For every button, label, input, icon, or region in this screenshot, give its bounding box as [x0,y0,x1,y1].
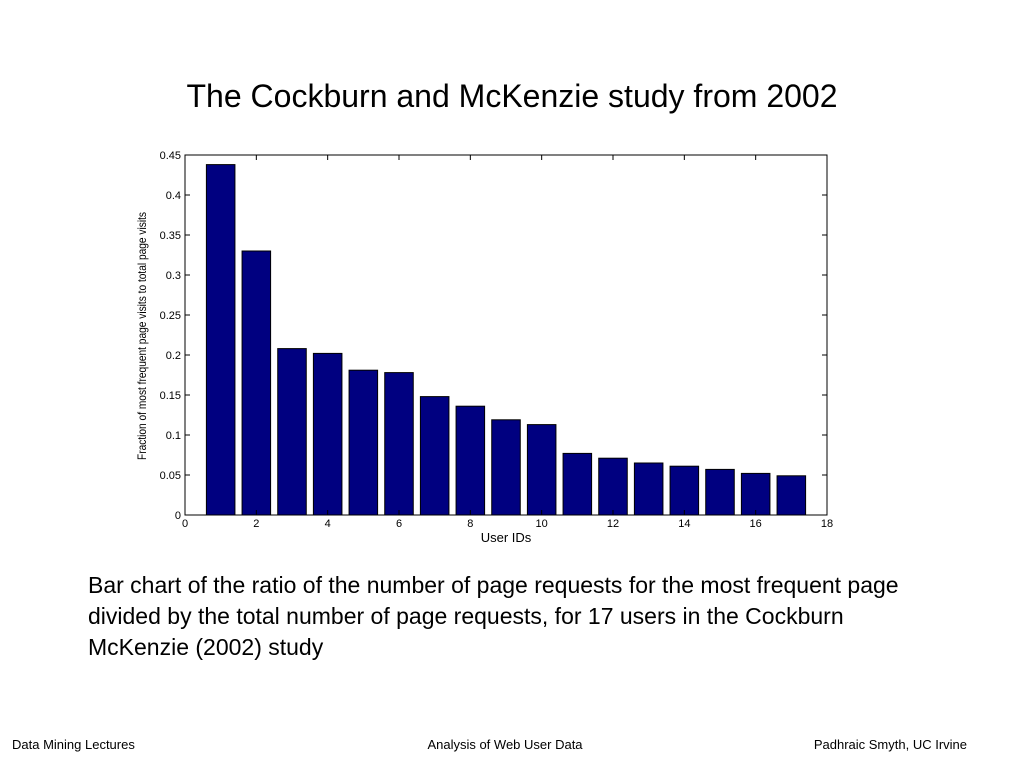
bar-user-13 [634,463,663,515]
bar-user-11 [563,453,592,515]
x-tick-label: 16 [749,518,762,530]
footer-topic: Analysis of Web User Data [427,737,583,752]
y-tick-label: 0.1 [165,430,181,442]
y-tick-label: 0.2 [165,350,181,362]
bar-user-2 [242,251,271,515]
bar-user-10 [527,425,556,515]
x-tick-label: 0 [181,518,189,530]
bar-user-16 [741,473,770,515]
y-tick-label: 0.15 [159,390,181,402]
y-tick-label: 0.3 [165,270,181,282]
x-tick-labels [182,518,833,530]
bar-user-14 [670,466,699,515]
x-tick-label: 2 [253,518,260,530]
y-tick-label: 0.35 [159,230,181,242]
y-tick-label: 0.25 [159,310,181,322]
y-axis-label: Fraction of most frequent page visits to total page visits [135,167,149,460]
footer-author: Padhraic Smyth, UC Irvine [813,737,967,752]
bar-user-7 [420,397,449,515]
x-tick-label: 12 [606,518,620,530]
y-tick-labels [160,150,181,522]
y-tick-label: 0.05 [159,470,181,482]
bar-user-1 [206,165,235,515]
bar-user-8 [456,406,485,515]
x-tick-label: 14 [678,518,691,530]
x-tick-label: 8 [467,518,474,530]
x-tick-label: 6 [395,518,403,530]
y-tick-label: 0.45 [159,150,181,162]
bars-group [206,165,805,515]
bar-user-15 [706,469,735,515]
bar-user-4 [313,353,342,515]
x-tick-label: 10 [535,518,548,530]
bar-user-6 [385,373,414,515]
slide-title: The Cockburn and McKenzie study from 2002 [186,78,838,114]
slide-caption: Bar chart of the ratio of the number of page requests for the most frequent page divided by the total number of page requests, for 17 users in the Cockburn McKenzie (2002) study [88,572,899,660]
bar-user-5 [349,370,378,515]
footer-course: Data Mining Lectures [12,737,135,752]
bar-user-9 [492,420,521,515]
bar-user-17 [777,476,806,515]
bar-user-12 [599,458,628,515]
x-tick-label: 18 [820,518,834,530]
y-tick-label: 0.4 [165,190,181,202]
x-tick-label: 4 [324,518,331,530]
bar-user-3 [278,349,307,515]
x-axis-label: User IDs [480,530,532,545]
y-tick-label: 0 [174,510,181,522]
